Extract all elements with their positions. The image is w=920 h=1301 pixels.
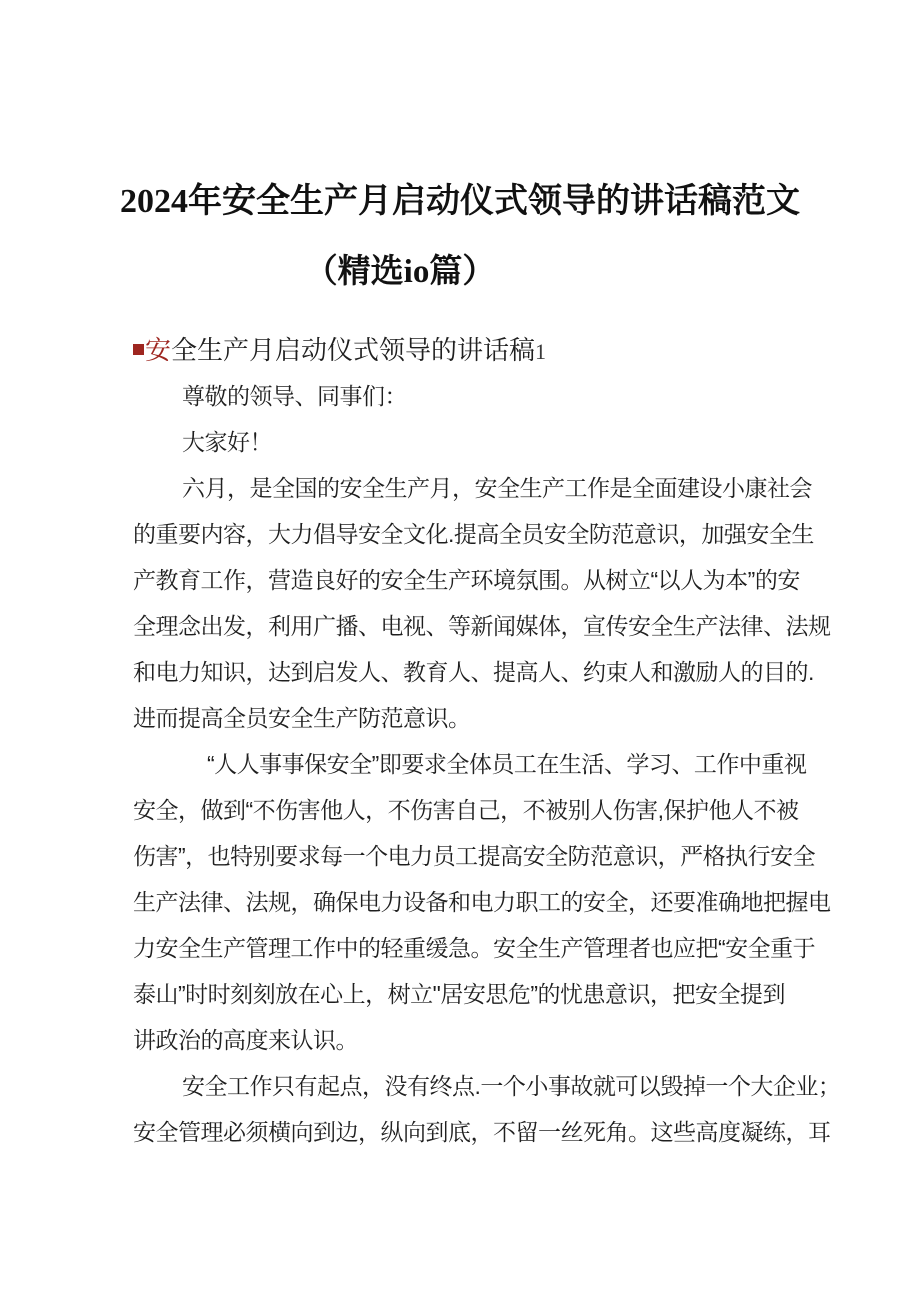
section-heading	[133, 335, 793, 367]
body-text-line: 大家好！	[182, 429, 272, 455]
document-body	[133, 373, 841, 1155]
document-title	[0, 0, 920, 308]
body-text-line: 安全管理必须横向到边，纵向到底，不留一丝死角。这些高度凝练，耳	[133, 1119, 831, 1145]
section-heading-text: 全生产月启动仪式领导的讲话稿	[171, 335, 536, 365]
document-title-line1: 2024年安全生产月启动仪式领导的讲话稿范文	[120, 183, 800, 220]
body-text-line: 安全工作只有起点，没有终点.一个小事故就可以毁掉一个大企业；	[182, 1073, 841, 1099]
body-text-line: 尊敬的领导、同事们：	[182, 383, 407, 409]
body-text-line: 进而提高全员安全生产防范意识。	[133, 705, 471, 731]
section-heading-number: 1	[535, 339, 547, 364]
body-text-line: 伤害”，也特别要求每一个电力员工提高安全防范意识，严格执行安全	[133, 843, 816, 869]
document-title-line2: （精选io篇）	[304, 254, 496, 290]
body-text-line: 讲政治的高度来认识。	[133, 1027, 358, 1053]
red-square-bullet-icon	[133, 344, 144, 355]
body-text-line: 泰山”时时刻刻放在心上，树立"居安思危”的忧患意识，把安全提到	[133, 981, 785, 1007]
body-text-line: 和电力知识，达到启发人、教育人、提高人、约束人和激励人的目的.	[133, 659, 814, 685]
body-text-line: 产教育工作，营造良好的安全生产环境氛围。从树立“以人为本”的安	[133, 567, 800, 593]
section-heading-lead-char: 安	[145, 335, 172, 365]
body-text-line: “人人事事保安全”即要求全体员工在生活、学习、工作中重视	[207, 751, 807, 777]
body-text-line: 的重要内容，大力倡导安全文化.提高全员安全防范意识，加强安全生	[133, 521, 814, 547]
body-text-line: 力安全生产管理工作中的轻重缓急。安全生产管理者也应把“安全重于	[133, 935, 816, 961]
body-text-line: 全理念出发，利用广播、电视、等新闻媒体，宣传安全生产法律、法规	[133, 613, 831, 639]
body-text-line: 安全，做到“不伤害他人，不伤害自己，不被别人伤害,保护他人不被	[133, 797, 799, 823]
body-text-line: 六月，是全国的安全生产月，安全生产工作是全面建设小康社会	[182, 475, 812, 501]
body-text-line: 生产法律、法规，确保电力设备和电力职工的安全，还要准确地把握电	[133, 889, 831, 915]
